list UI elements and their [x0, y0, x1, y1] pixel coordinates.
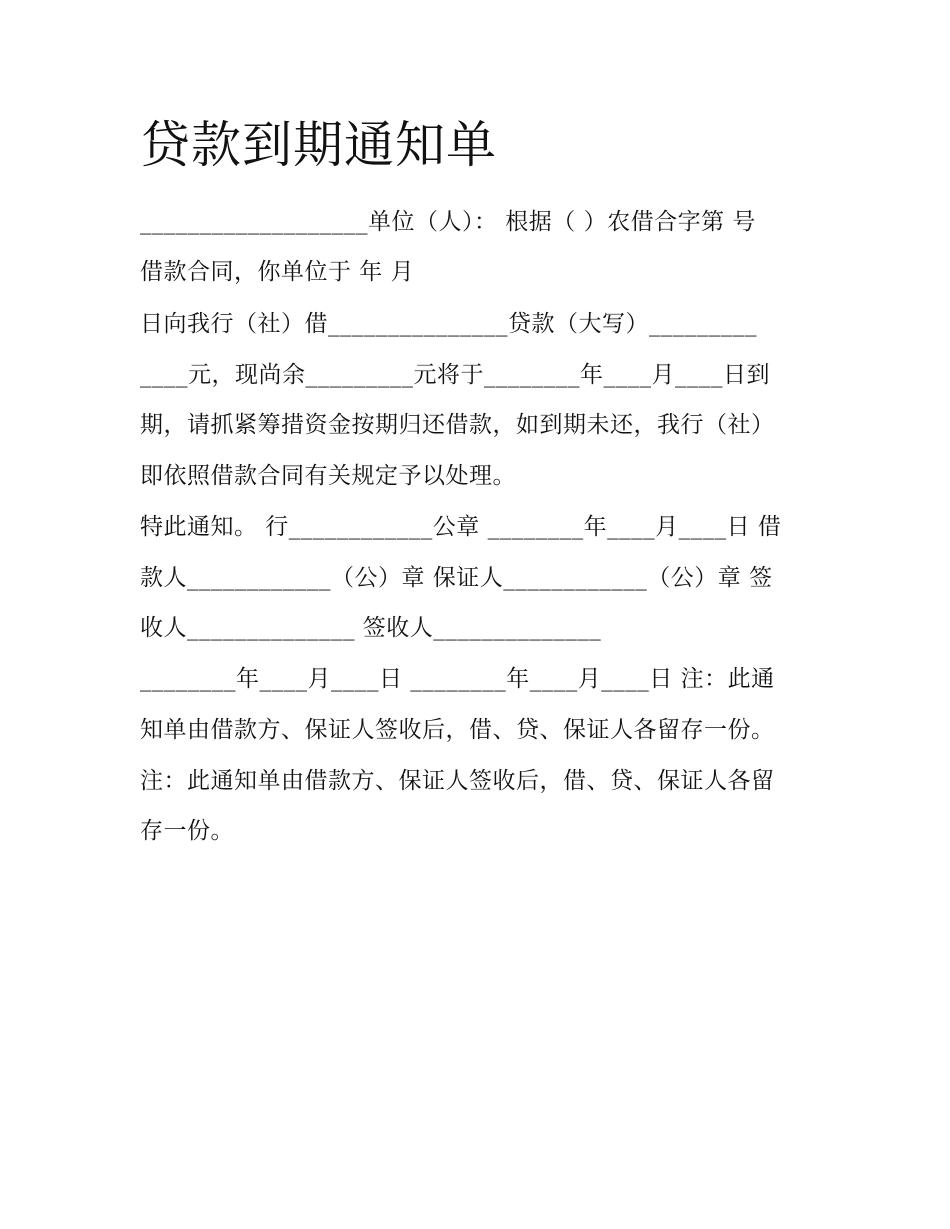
- body-line-5: 期，请抓紧筹措资金按期归还借款，如到期未还，我行（社）: [140, 412, 775, 438]
- body-line-1: ___________________单位（人）： 根据（ ）农借合字第 号: [140, 209, 756, 235]
- body-line-8: 款人____________（公）章 保证人____________（公）章 签: [140, 565, 773, 591]
- document-title: 贷款到期通知单: [140, 116, 497, 174]
- body-line-13: 存一份。: [140, 818, 234, 844]
- body-line-12: 注：此通知单由借款方、保证人签收后，借、贷、保证人各留: [140, 768, 775, 794]
- body-line-6: 即依照借款合同有关规定予以处理。: [140, 463, 516, 489]
- body-line-4: ____元，现尚余_________元将于________年____月____日到: [140, 362, 770, 388]
- body-line-7: 特此通知。 行____________公章 ________年____月____日 借: [140, 514, 782, 540]
- body-line-2: 借款合同，你单位于 年 月: [140, 259, 415, 285]
- body-line-9: 收人______________ 签收人______________: [140, 615, 602, 641]
- body-line-3: 日向我行（社）借_______________贷款（大写）_________: [140, 311, 757, 337]
- body-line-11: 知单由借款方、保证人签收后，借、贷、保证人各留存一份。: [140, 717, 775, 743]
- body-line-10: ________年____月____日 ________年____月____日 注：此通: [140, 666, 775, 692]
